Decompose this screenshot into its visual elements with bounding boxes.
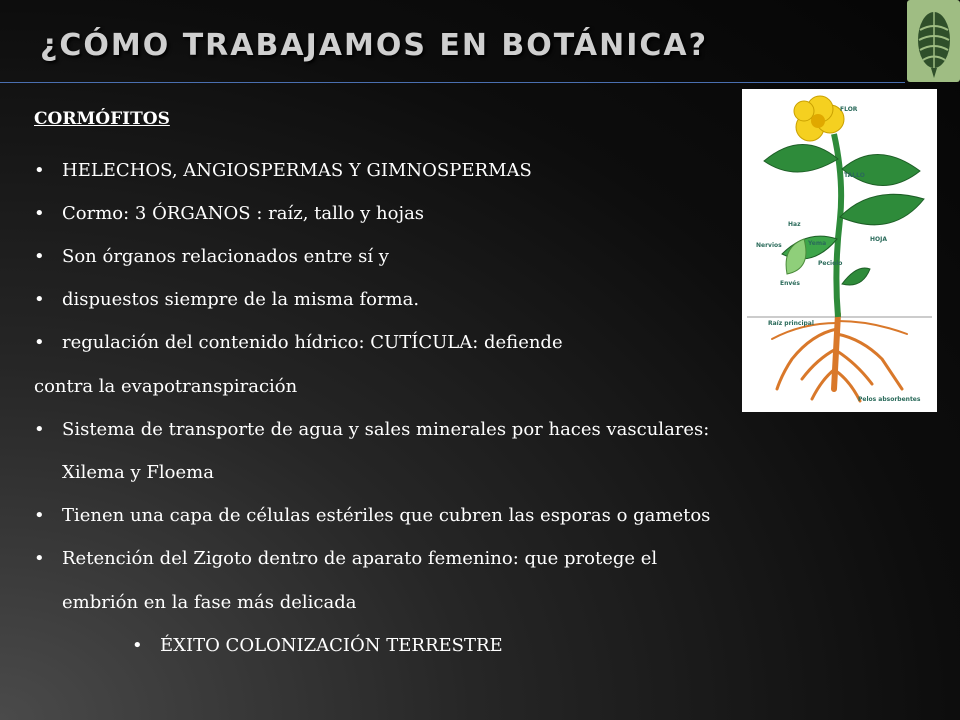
bullet-marker: • — [34, 548, 45, 569]
label-raiz: Raíz principal — [768, 320, 814, 327]
bullet-text: Retención del Zigoto dentro de aparato femenino: que protege el — [62, 548, 658, 569]
bullet-marker: • — [34, 203, 45, 224]
bullet-marker: • — [34, 246, 45, 267]
bullet-text: contra la evapotranspiración — [34, 376, 298, 397]
label-hoja: HOJA — [870, 236, 887, 243]
bullet-marker: • — [34, 160, 45, 181]
label-enves: Envés — [780, 280, 800, 287]
bullet-text: Son órganos relacionados entre sí y — [62, 246, 389, 267]
stem — [834, 134, 841, 317]
pinecone-logo — [907, 0, 960, 82]
small-leaf — [786, 239, 806, 274]
bullet-text: Tienen una capa de células estériles que cubren las esporas o gametos — [62, 505, 711, 526]
bullet-marker: • — [34, 505, 45, 526]
section-heading: CORMÓFITOS — [34, 109, 170, 129]
slide-title: ¿CÓMO TRABAJAMOS EN BOTÁNICA? — [40, 28, 709, 63]
bullet-marker: • — [132, 635, 143, 656]
bullet-text: Xilema y Floema — [62, 462, 214, 483]
root-system — [772, 314, 907, 401]
label-yema: Yema — [808, 240, 827, 247]
pinecone-icon — [907, 0, 960, 82]
label-flor: FLOR — [840, 106, 858, 113]
label-tallo: TALLO — [844, 172, 865, 179]
bullet-marker: • — [34, 289, 45, 310]
bullet-text: embrión en la fase más delicada — [62, 592, 357, 613]
bullet-text: ÉXITO COLONIZACIÓN TERRESTRE — [160, 635, 503, 656]
label-haz: Haz — [788, 221, 801, 228]
bullet-text: HELECHOS, ANGIOSPERMAS Y GIMNOSPERMAS — [62, 160, 532, 181]
bullet-text: regulación del contenido hídrico: CUTÍCULA: defiende — [62, 332, 563, 353]
label-peciolo: Peciolo — [818, 260, 843, 267]
bullet-text: Sistema de transporte de agua y sales minerales por haces vasculares: — [62, 419, 710, 440]
bullet-text: dispuestos siempre de la misma forma. — [62, 289, 420, 310]
title-divider — [0, 82, 905, 83]
label-pelos: Pelos absorbentes — [858, 396, 921, 403]
plant-diagram — [742, 89, 937, 412]
bullet-marker: • — [34, 332, 45, 353]
label-nervios: Nervios — [756, 242, 782, 249]
bullet-marker: • — [34, 419, 45, 440]
bullet-text: Cormo: 3 ÓRGANOS : raíz, tallo y hojas — [62, 203, 425, 224]
